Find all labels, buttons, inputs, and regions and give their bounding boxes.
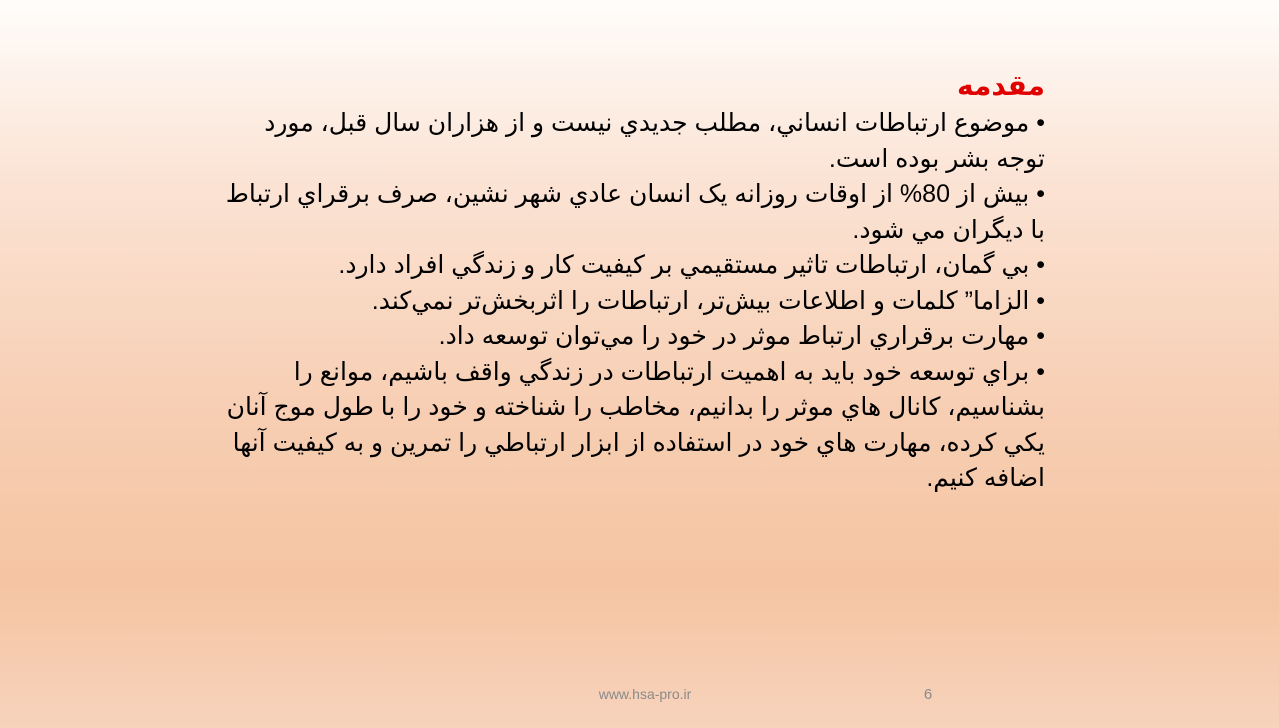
bullet-icon: • bbox=[1036, 180, 1045, 208]
slide-page-number: 6 bbox=[923, 686, 933, 703]
footer-website-url: www.hsa-pro.ir bbox=[598, 686, 692, 702]
bullet-text: بيش از 80% از اوقات روزانه يک انسان عادي شهر نشين، صرف برقراي ارتباط با ديگران مي شود. bbox=[225, 180, 1045, 244]
bullet-item bbox=[225, 106, 1045, 177]
bullet-item bbox=[225, 248, 1045, 284]
bullet-text: بي گمان، ارتباطات تاثير مستقيمي بر كيفيت كار و زندگي افراد دارد. bbox=[338, 251, 1030, 279]
bullet-item bbox=[225, 355, 1045, 497]
slide-content bbox=[225, 66, 1045, 497]
bullet-text: مهارت برقراري ارتباط موثر در خود را مي‌توان توسعه داد. bbox=[438, 322, 1030, 350]
bullet-icon: • bbox=[1036, 251, 1045, 279]
slide-title: مقدمه bbox=[957, 70, 1045, 101]
bullet-icon: • bbox=[1036, 109, 1045, 137]
bullet-item bbox=[225, 319, 1045, 355]
bullet-icon: • bbox=[1036, 322, 1045, 350]
bullet-icon: • bbox=[1036, 357, 1045, 386]
bullet-icon: • bbox=[1036, 286, 1045, 315]
bullet-text: الزاما” كلمات و اطلاعات بيش‌تر، ارتباطات را اثربخش‌تر نمي‌كند. bbox=[371, 286, 1030, 315]
bullet-text: براي توسعه خود بايد به اهميت ارتباطات در زندگي واقف باشيم، موانع را بشناسيم، كانال هاي موثر را بدانيم، مخاطب را شناخته و خود را با طول موج آنان يكي كرده، مهارت هاي خود در استفاده از ابزار ارتباطي را تمرين و به كيفيت آنها اضافه كنيم. bbox=[226, 357, 1045, 492]
bullet-item bbox=[225, 284, 1045, 320]
bullet-item bbox=[225, 177, 1045, 248]
bullet-text: موضوع ارتباطات انساني، مطلب جديدي نيست و از هزاران سال قبل، مورد توجه بشر بوده است. bbox=[264, 109, 1045, 173]
bullet-list bbox=[225, 106, 1045, 497]
